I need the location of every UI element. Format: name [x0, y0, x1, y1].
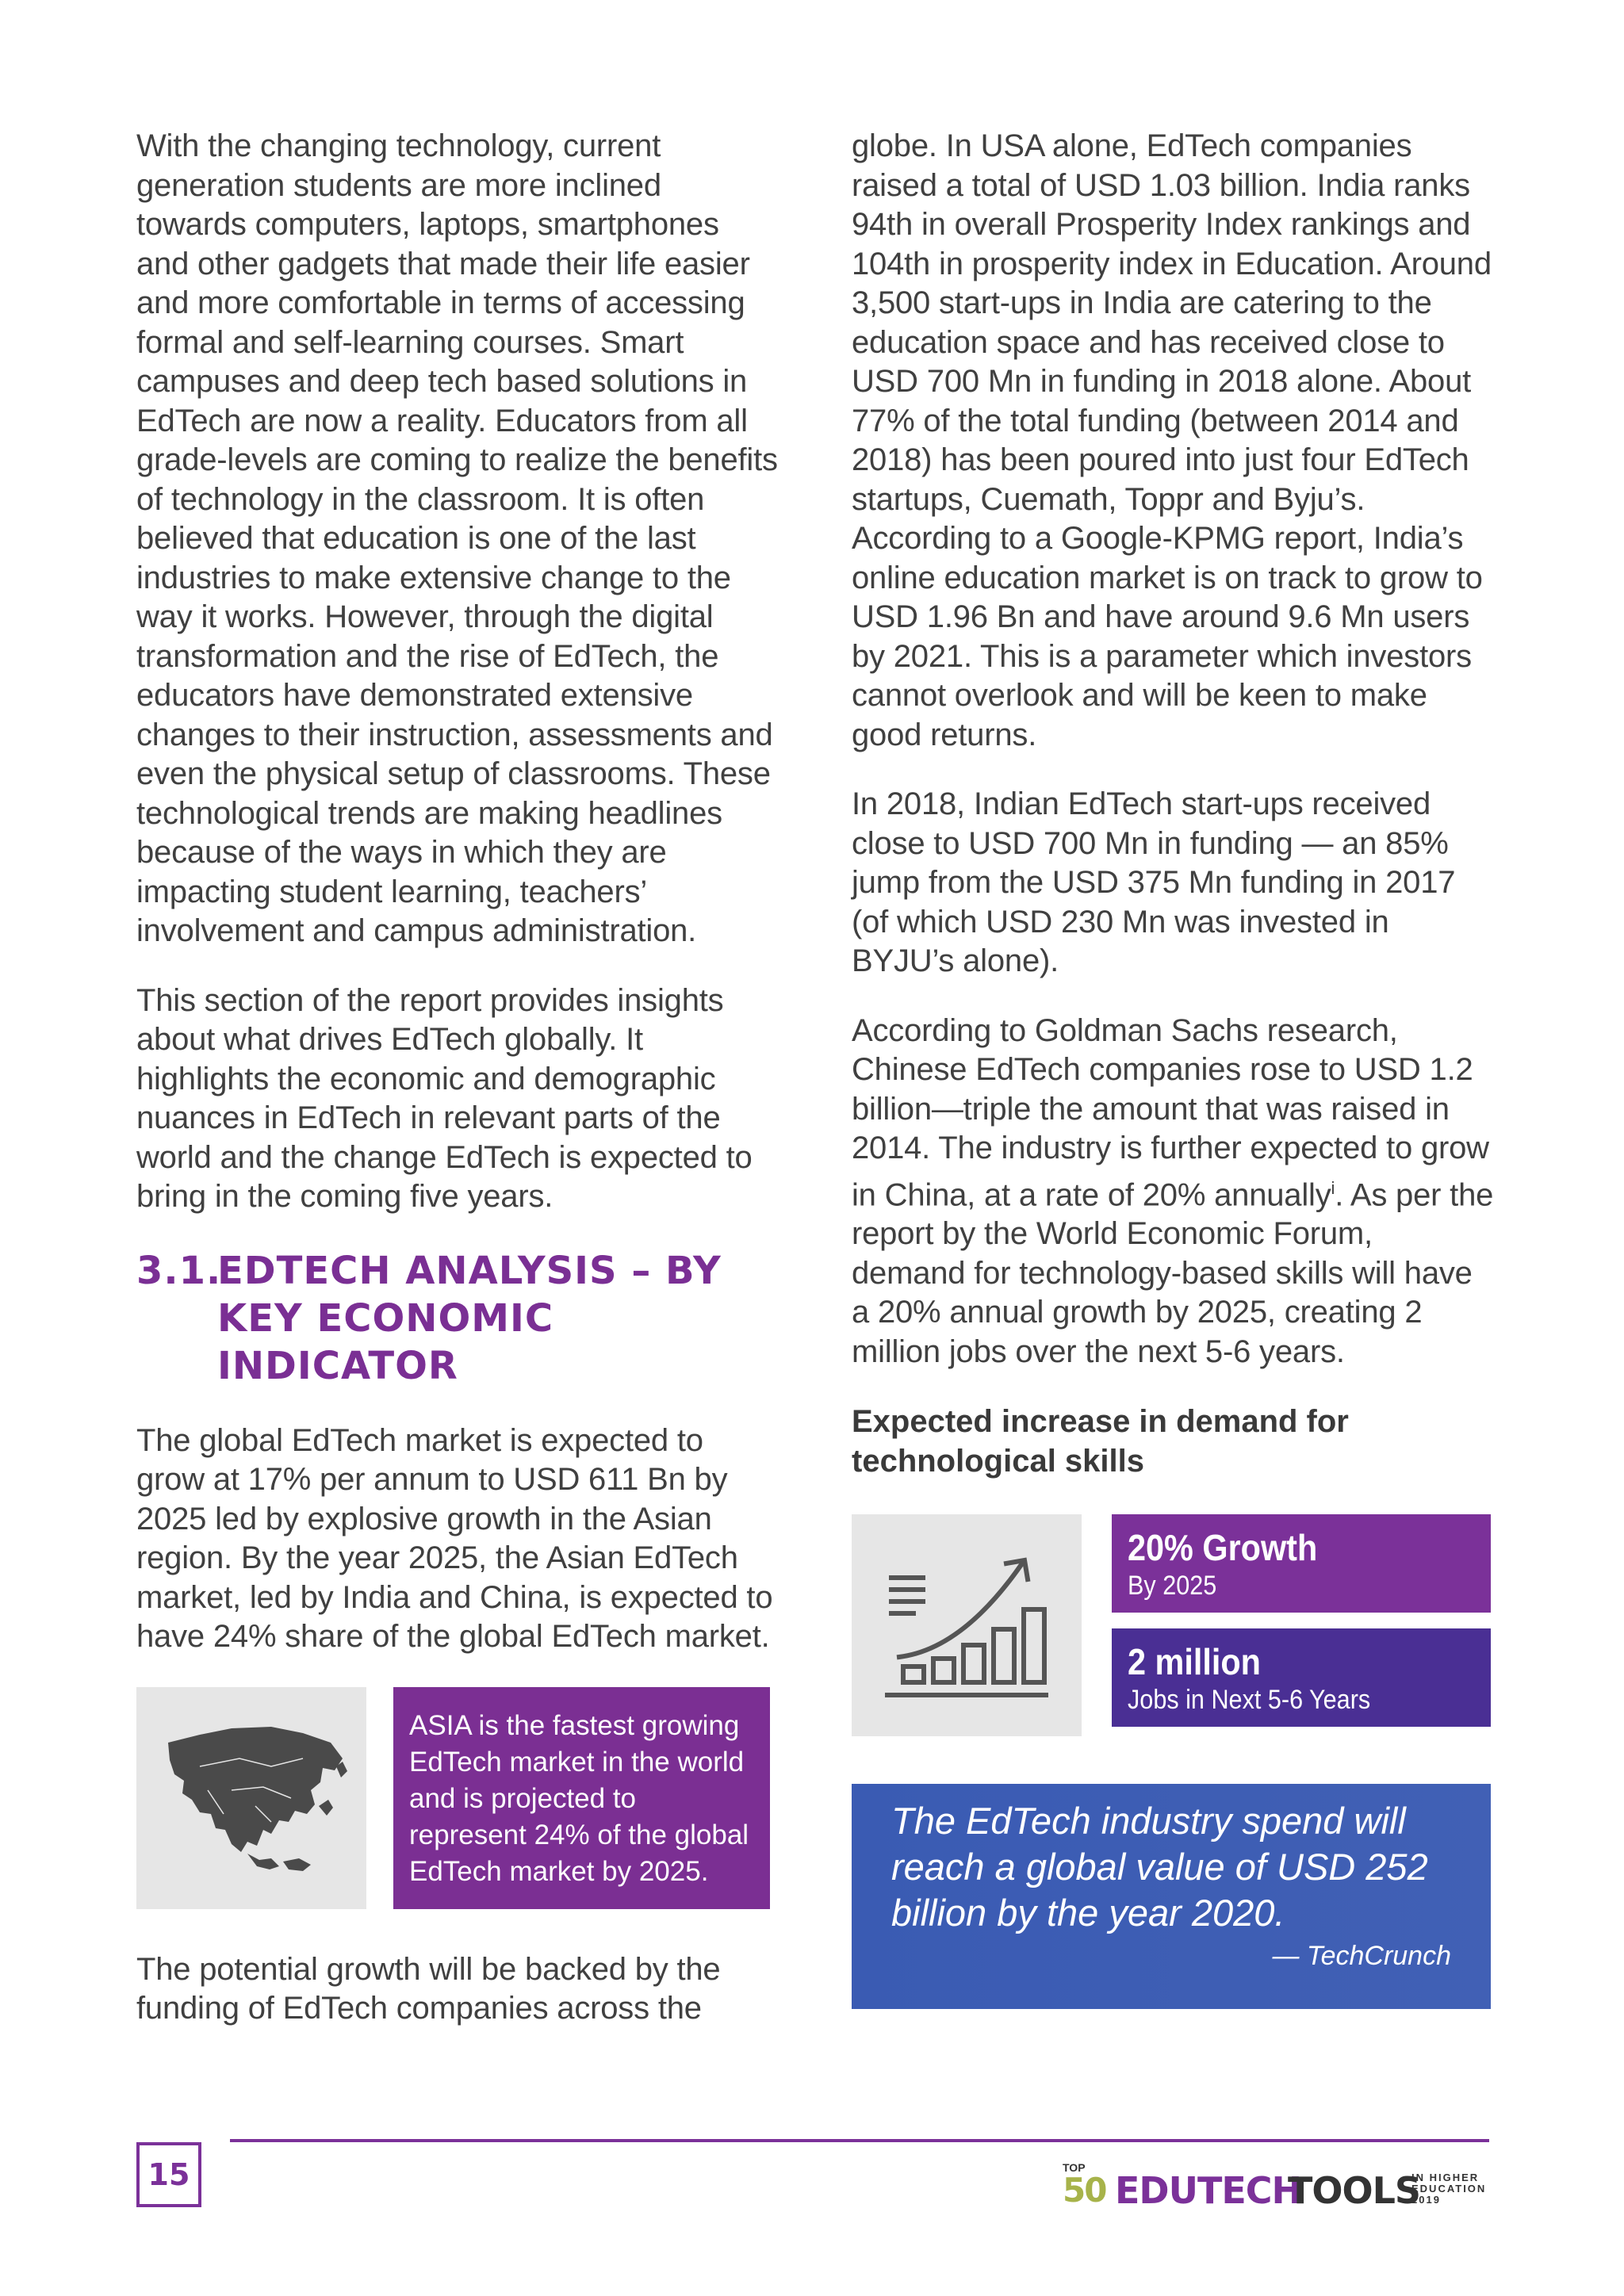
- brand-tools: TOOLS: [1288, 2169, 1421, 2212]
- brand-logo: [1063, 2161, 1491, 2212]
- stat-jobs-subtitle: Jobs in Next 5-6 Years: [1128, 1685, 1371, 1716]
- growth-icon-panel: [852, 1514, 1082, 1736]
- skills-infographic: [852, 1514, 1494, 1736]
- asia-map-icon: [152, 1711, 350, 1885]
- stat-growth: [1112, 1514, 1491, 1613]
- asia-callout-row: [136, 1687, 779, 1909]
- footer-divider: [230, 2139, 1489, 2142]
- left-column: [136, 127, 779, 2059]
- goldman-paragraph: [852, 1012, 1494, 1372]
- section-heading: [136, 1247, 779, 1390]
- brand-line2: EDUCATION: [1411, 2183, 1487, 2195]
- asia-map-panel: [136, 1687, 366, 1909]
- brand-edu: EDU: [1115, 2169, 1197, 2212]
- goldman-text: According to Goldman Sachs research, Chinese EdTech companies rose to USD 1.2 billion—triple the amount that was raised in 2014. The industry is further expected to grow in China, at a rate of 20% annually: [852, 1012, 1489, 1212]
- quote-box: [852, 1784, 1491, 2009]
- asia-callout-box: ASIA is the fastest growing EdTech market in the world and is projected to represent 24% of the global EdTech market by 2025.: [393, 1687, 770, 1909]
- brand-subtitle: [1411, 2172, 1486, 2206]
- india-funding-paragraph: In 2018, Indian EdTech start-ups received close to USD 700 Mn in funding — an 85% jump from the USD 375 Mn funding in 2017 (of which USD 230 Mn was invested in BYJU’s alone).: [852, 786, 1456, 978]
- growth-chart-icon: [883, 1546, 1050, 1705]
- stat-jobs-title: 2 million: [1128, 1641, 1261, 1683]
- funding-paragraph: globe. In USA alone, EdTech companies raised a total of USD 1.03 billion. India ranks 94th in overall Prosperity Index rankings and 104th in prosperity index in Education. Around 3,500 start-ups in India are catering to the education space and has received close to USD 700 Mn in funding in 2018 alone. About 77% of the total funding (between 2014 and 2018) has been poured into just four EdTech startups, Cuemath, Toppr and Byju’s. According to a Google-KPMG report, India’s online education market is on track to grow to USD 1.96 Bn and have around 9.6 Mn users by 2021. This is a parameter which investors cannot overlook and will be keen to make good returns.: [852, 128, 1492, 752]
- section-overview-paragraph: This section of the report provides insights about what drives EdTech globally. It highlights the economic and demographic nuances in EdTech in relevant parts of the world and the change EdTech is expected to bring in the coming five years.: [136, 982, 753, 1214]
- brand-line3: 2019: [1411, 2194, 1441, 2206]
- quote-text: The EdTech industry spend will reach a global value of USD 252 billion by the year 2020.: [891, 1800, 1428, 1934]
- brand-tech: TECH: [1197, 2169, 1302, 2212]
- brand-edutech: [1115, 2169, 1301, 2212]
- stat-growth-title: 20% Growth: [1128, 1527, 1318, 1569]
- footnote-marker[interactable]: i: [1331, 1177, 1335, 1198]
- page-number: 15: [136, 2142, 201, 2207]
- market-paragraph: The global EdTech market is expected to grow at 17% per annum to USD 611 Bn by 2025 led by explosive growth in the Asian region. By the year 2025, the Asian EdTech market, led by India and China, is expected to have 24% share of the global EdTech market.: [136, 1422, 773, 1654]
- stat-jobs: [1112, 1628, 1491, 1727]
- section-title: EDTECH ANALYSIS – BY KEY ECONOMIC INDICATOR: [217, 1248, 722, 1388]
- intro-paragraph: With the changing technology, current generation students are more inclined towards computers, laptops, smartphones and other gadgets that made their life easier and more comfortable in terms of accessing formal and self-learning courses. Smart campuses and deep tech based solutions in EdTech are now a reality. Educators from all grade-levels are coming to realize the benefits of technology in the classroom. It is often believed that education is one of the last industries to make extensive change to the way it works. However, through the digital transformation and the rise of EdTech, the educators have demonstrated extensive changes to their instruction, assessments and even the physical setup of classrooms. These technological trends are making headlines because of the ways in which they are impacting student learning, teachers’ involvement and campus administration.: [136, 128, 778, 948]
- brand-top: TOP: [1063, 2161, 1086, 2174]
- section-number: 3.1.: [136, 1248, 222, 1293]
- closing-paragraph: The potential growth will be backed by the funding of EdTech companies across the: [136, 1951, 721, 2026]
- stat-growth-subtitle: By 2025: [1128, 1571, 1217, 1601]
- stat-stack: [1112, 1514, 1491, 1736]
- goldman-text-end: . As per the report by the World Economic Forum, demand for technology-based skills will have a 20% annual growth by 2025, creating 2 million jobs over the next 5-6 years.: [852, 1177, 1494, 1369]
- skills-heading: Expected increase in demand for technological skills: [852, 1404, 1349, 1479]
- right-column: [852, 127, 1494, 2009]
- brand-line1: IN HIGHER: [1411, 2172, 1480, 2183]
- quote-source: — TechCrunch: [1272, 1941, 1451, 1972]
- brand-fifty: 50: [1063, 2171, 1106, 2210]
